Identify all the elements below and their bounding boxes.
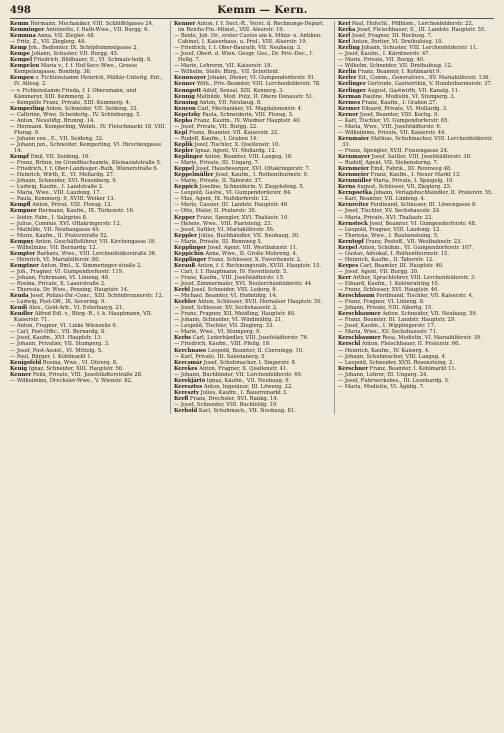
directory-entry: Kerpes Carl, Beamter, III. Hauptstr. 40. <box>338 262 444 269</box>
entry-surname: Kennwayer <box>174 75 207 82</box>
entry-surname: Keppler <box>174 232 197 239</box>
directory-entry: — Leopold, Schneider, XVII. Rosensteing. 2. <box>338 359 454 366</box>
directory-entry: — Josef, Zimmermaler, XVI. Neulerchenfelderstr. 44. <box>174 281 313 288</box>
directory-entry: Kempf Emil, VII. Seideng. 16. <box>10 154 91 161</box>
entry-surname: Kemptner <box>10 262 40 269</box>
entry-surname: Kempe <box>10 51 31 58</box>
directory-entry: Kerl Paul, Hofschl., Pfdhlsm., Lerchenfelderstr. 22. <box>338 21 474 27</box>
entry-surname: Kerl <box>338 33 351 40</box>
entry-surname: Kemminger <box>10 27 45 34</box>
directory-entry: — Eduard, Kaufm., I. Kolowratring 10. <box>338 281 440 288</box>
directory-entry: Kerl Anton, Portier, VI. Dreihufeisg. 10. <box>338 39 444 46</box>
directory-entry: — Leopold, Tischler, VII. Zieglerg. 33. <box>174 323 275 330</box>
directory-entry: Kerchnawe Leopold, Beamter, II. Czerningg. 10. <box>174 347 304 354</box>
column-middle <box>170 21 330 414</box>
entry-surname: Kerlin <box>338 69 357 76</box>
entry-surname: Kerchnawe <box>174 347 207 354</box>
directory-entry: — Maria, Wwe., XV. Sechshausstr. 71. <box>338 329 438 336</box>
directory-entry: Kerfl Franz, Drechsler, XVI. Rankg. 14. <box>174 395 279 402</box>
directory-entry: — Franz, Fragner, VI. Linieng. 8. <box>338 299 425 306</box>
directory-entry: Kemm Hermann, Mechaniker, VIII. Schlöffelgasse 24. <box>10 21 154 27</box>
directory-entry: — Theresia, Dr. Wwe., Penzing, Hauptstr. 14. <box>10 287 129 294</box>
entry-surname: Kempfl <box>10 202 31 209</box>
directory-entry: — Paul, Bürger, I. Kohlmarkt 1. <box>10 353 93 360</box>
entry-surname: Keresztes <box>174 383 203 390</box>
entry-surname: Kemm <box>10 21 29 27</box>
directory-entry: — Mathilde, VII. Neubaugasse 44. <box>10 226 101 233</box>
directory-entry: — Maria, Modistin, VI. Ägidig. 7. <box>338 383 425 390</box>
column-right <box>334 21 494 414</box>
directory-entry: — Isidor, Fabr., I. Salzgries 8. <box>10 214 88 221</box>
directory-entry: Kerbler Anton, Schlosser, XVII. Hernalser Hauptstr. 50. <box>174 299 323 306</box>
entry-surname: Kempter <box>10 250 36 257</box>
directory-entry: — Heinrich, Wirth, E., VI. Mollardg. 27. <box>10 172 115 179</box>
entry-surname: Kenner <box>10 371 32 378</box>
directory-entry: — Josef, Sattler, VI. Mariahilferstr. 56. <box>174 226 275 233</box>
entry-columns <box>10 21 494 414</box>
directory-entry: Kerschl Anton, Fleischhauer, II. Praterstr. 66. <box>338 341 461 348</box>
entry-surname: Kermes <box>338 99 361 106</box>
directory-entry: — Josef, Kaufm., XVI. Hauptstr. 13. <box>10 335 103 342</box>
directory-entry: Kenngott Adolf, Sensal, XIII. Kennerg. 3. <box>174 87 285 94</box>
entry-surname: Kerpel <box>338 244 358 251</box>
directory-entry: — Karl, Private, III. Salesianerg. 5. <box>174 353 267 360</box>
directory-entry: Kerekjártó Ignaz, Kaufm., VII. Neubaug. 9. <box>174 377 291 384</box>
directory-entry: Kempter Barbara, Wwe., VIII. Lerchenfelderstraße 36. <box>10 250 157 257</box>
entry-surname: Kerauß <box>174 262 196 269</box>
directory-entry: Kendi Alex., Gold-Arb., VI. Esterhazyg. 21. <box>10 305 124 312</box>
entry-surname: Kemmna <box>10 33 36 40</box>
entry-surname: Kernmeier <box>338 172 369 179</box>
entry-surname: Kernreiter <box>338 202 369 209</box>
directory-entry: Kernreiter Ferdinand, Schlosser, III. Löwengasse 8. <box>338 202 477 209</box>
directory-entry: Kernpoetka Johann, Verlagsbuchhändler, II. Praterstr. 55. <box>338 190 494 197</box>
entry-surname: Kerschl <box>338 341 361 348</box>
directory-entry: Kerler Ed., Comm., Generalvers., XV. Mariahilferstr. 136. <box>338 75 491 82</box>
directory-entry: — Paula, Kemmerg. 9, XVIII. Weiker 13. <box>10 196 116 203</box>
entry-surname: Kerling <box>338 45 360 52</box>
directory-entry: — Josef, Oberl. d. Wien. Geogr. Ges., Dr. Priv.-Doc., I. Heßg. 7. <box>174 51 314 64</box>
entry-surname: Kendler <box>10 311 34 318</box>
entry-surname: Kepler <box>174 147 194 154</box>
directory-entry: — Friedrich, f. f. Ober-Baurath, VII. Neubaug. 3. <box>174 45 302 52</box>
entry-surname: Kennig <box>174 93 195 100</box>
page-header <box>10 4 494 19</box>
entry-surname: Kerns <box>338 184 356 191</box>
directory-entry: Kenigsfeld Rosina, Wwe., VI. Dürerg. 8. <box>10 359 118 366</box>
directory-entry: Kepler Ignaz, Agent, VI. Mollardg. 12. <box>174 147 277 154</box>
entry-surname: Kempf <box>10 154 30 161</box>
directory-entry: Kemptner Anton, Bmt., X. Simmeringer-straße 2. <box>10 262 143 269</box>
directory-entry: Kereszty Julius, Kaufm., I. Bauernmarkt 3. <box>174 389 288 396</box>
entry-surname: Kernmeier <box>338 166 369 173</box>
directory-entry: — Anton, Fragner, VI. Linke Wienzeile 6. <box>10 323 118 330</box>
entry-surname: Kernmüller <box>338 178 372 185</box>
entry-surname: Kerekjártó <box>174 377 206 384</box>
directory-entry: — Carl, Post-Offic., VII. Bernardg. 8. <box>10 329 106 336</box>
directory-entry: — Hermann, Kemperling, Weinh., IV. Fleischmarkt 18, VIII. Florag. 9. <box>10 123 166 136</box>
directory-entry: — Cathrine, Wwe. Scheiderlg., IV. Schönburgg. 5. <box>10 111 142 118</box>
entry-surname: Kerschbaumer <box>338 311 381 318</box>
directory-entry: — Ludwig, Post-Off., IX. Severing. 9. <box>10 299 106 306</box>
directory-entry: — Marie, Private, II. Taborstr. 37. <box>174 178 263 185</box>
directory-entry: Keppfinger Josef, Agent, VII. Westbahnstr. 11. <box>174 244 298 251</box>
directory-entry: Keppich Josefine, Schneiderin, V. Ziegelofeng. 5. <box>174 184 305 191</box>
directory-entry: — Karl, Tischler, VI. Gumpendorferstr. 65. <box>338 117 450 124</box>
directory-entry: — Rosina, Private, X. Laaerstraße 2. <box>10 281 106 288</box>
directory-entry: — Beide, Joh. Dr., erster Custos am k. Münz- u. Antiken-Cabinet, I. Kaiserhaus, u. Prof., VIII. Alserstr. 19. <box>174 33 322 46</box>
entry-surname: Kempel <box>10 57 33 64</box>
directory-entry: Kerns August, Schlosser, VII. Zieglerg. 25. <box>338 184 452 191</box>
directory-entry: — Anton, Neustiftg. Brunng. 14. <box>10 117 95 124</box>
directory-entry: Kernmüller Maria, Private, I. Spiegelg. 10. <box>338 178 454 185</box>
directory-entry: — Johann sen., E., VII. Seideng. 32. <box>10 135 104 142</box>
directory-entry: — Heinrich, Kaufm., IV. Kaiserg. 4. <box>338 347 430 354</box>
entry-surname: Kercsmár <box>174 359 203 366</box>
directory-entry: Kempny Anton, Geschäftsführer, VII. Kirchengasse 18. <box>10 238 156 245</box>
directory-entry: Kerhold Karl, Schuhmach., VII. Neubaug. 81. <box>174 408 296 414</box>
directory-entry: Kepper Franz, Spengler, XVI. Thaliastr. 10. <box>174 214 290 221</box>
directory-entry: — Wilhelm, Stellv. Bürg., VII. Schottenf. <box>174 69 280 76</box>
directory-entry: Keppel Josef, Hausbesorger, XVI. Ottakringerstr. 7. <box>174 166 311 173</box>
directory-entry: Kempfl Anton, Privat, VIII. Florag. 12. <box>10 202 113 209</box>
directory-entry: Kerka Josef, Fleischhauer, E., III. Landstr. Hauptstr. 55. <box>338 27 486 34</box>
directory-entry: Kepl Franz, Beamter, VII. Kaiserstr. 32. <box>174 129 279 136</box>
directory-entry: Kerschner Franz, Beamter, I. Kohlmarkt 11. <box>338 365 457 372</box>
entry-surname: Kendi <box>10 305 28 312</box>
directory-entry: — Rudolf, Kaufm., I. Graben 14. <box>174 135 259 142</box>
entry-surname: Kemp <box>10 45 27 52</box>
directory-entry: Kenner Anton, f. f. Sect.-R., Vorst. d. Rechnungs-Depart. im Reichs-Fin.-Minist., VIII. Alserstr. 19. <box>174 21 325 34</box>
running-title: Kemm — Kern. <box>217 4 308 16</box>
directory-entry: Kernmeier Franz, Kaufm., I. Neuer Markt 13. <box>338 172 461 179</box>
entry-surname: Kempner <box>10 208 37 215</box>
entry-surname: Keplinger <box>174 154 203 161</box>
directory-entry: — Marie, Private, III. Rennweg 5. <box>174 238 263 245</box>
column-left <box>10 21 166 414</box>
entry-surname: Kerr <box>338 274 352 281</box>
entry-surname: Kerl <box>338 21 351 27</box>
directory-entry: — Joh., Fragner, VI. Gumpendorferstr. 119. <box>10 268 124 275</box>
directory-entry: — Maria, Wwe., VIII. Laudong. 17. <box>10 190 102 197</box>
directory-entry: — Friedrich, f. f. Ober-Landesger.-Rath, Wienerstraße 6. <box>10 166 159 173</box>
entry-surname: Kerschbaumer <box>338 335 381 342</box>
directory-entry: — Johann, Schneider, XVI. Rosenberg. 9. <box>10 178 118 185</box>
directory-entry: Kenner Wilh., Priv.-Beamter, VIII. Lerchenfelderstr. 78. <box>174 81 321 88</box>
entry-surname: Keppich <box>174 184 198 191</box>
directory-entry: Kerner Josef, Beamter, VIII. Kochg. 9. <box>338 111 439 118</box>
entry-surname: Kepplinger <box>174 256 207 263</box>
directory-entry: — Michael, Beamter, VI. Hofmühlg. 14. <box>174 293 278 300</box>
directory-entry: Kenner Felix, Private, VIII. Josefstädterstraße 28. <box>10 371 143 378</box>
entry-surname: Kerfl <box>174 395 189 402</box>
directory-entry: — Franz, Spengler, XVII. Frauengasse 24. <box>338 147 449 154</box>
directory-entry: Keresztes Anton, Ingenieur, III. Löweng. 22. <box>174 383 293 390</box>
entry-surname: Kepper <box>174 214 195 221</box>
directory-entry: — Karl, Beamter, VII. Lindeng. 4. <box>338 196 426 203</box>
directory-entry: Kenda Josef, Polizei-Dir.-Conc., XIII. Schönbrunnerstr. 12. <box>10 293 164 300</box>
directory-entry: Kernmayer Josef, Sattler, VIII. Josefstädterstr. 30. <box>338 154 472 161</box>
entry-surname: Kenngott <box>174 87 202 94</box>
directory-entry: Kerschbaumer Rosa, Modistin, VI. Mariahilferstr. 39. <box>338 335 482 342</box>
directory-entry: Kerl Josef, Fragner, III. Rochusg. 7. <box>338 33 433 40</box>
entry-surname: Kerler <box>338 75 357 82</box>
directory-entry: Kerpel Anton, Schuhm., VI. Gumpendorferstr. 107. <box>338 244 474 251</box>
entry-surname: Kempny <box>10 238 34 245</box>
entry-surname: Kerekes <box>174 365 198 372</box>
directory-entry: Kendler Alfred Edl. v., Bürg.-R., f. k. Hauptmann, VII. Kaiserstr. 71. <box>10 311 153 324</box>
directory-entry: — Josef, Schneider, VIII. Buchfeldg. 19. <box>174 401 278 408</box>
directory-entry: Kempe Johann, Schuster, VII. Burgg. 45. <box>10 51 119 58</box>
entry-surname: Kerbler <box>174 299 197 306</box>
directory-entry: — Heinrich, VI. Mariahilferstr. 80. <box>10 256 101 263</box>
directory-entry: Kemminger Antoinette, f. Rath-Wwe., VII. Burgg. 6. <box>10 27 150 34</box>
page-number: 498 <box>10 5 31 16</box>
directory-entry: Kerauß Anton, f. f. Rechnungsrath, XVIII. Hauptstr. 15. <box>174 262 322 269</box>
entry-surname: Keppfinger <box>174 244 207 251</box>
directory-entry: Keppler Julius, Buchhändler, VII. Neubaug. 30. <box>174 232 300 239</box>
entry-surname: Kemperling <box>10 105 45 112</box>
directory-entry: Kenyon Carl, Mechaniker, VI. Magdalenenstr. 4. <box>174 105 303 112</box>
directory-entry: Kerbl Josef, Schneider, VIII. Lederg. 9. <box>174 287 278 294</box>
entry-surname: Kerhold <box>174 408 198 414</box>
directory-entry: Kerlinger August, Gastwirth, VII. Kanalg. 11. <box>338 87 460 94</box>
directory-entry: Kernmeier Emil, Fabrik., III. Rennweg 48. <box>338 166 452 173</box>
directory-entry: Keppelmüller Josef, Kaufm., I. Rothenthurmstr. 9. <box>174 172 309 179</box>
directory-entry: — v. Fichtenstamm Frieda, f. f. Obersmann, und Kämmerer, XIII. Kemmerg. 2. <box>10 87 137 100</box>
entry-surname: Kermer <box>338 105 360 112</box>
directory-entry: Kemp Joh., Bedienter, IX. Schöpfsimmelgasse 2. <box>10 45 139 52</box>
entry-surname: Kerpes <box>338 262 359 269</box>
directory-entry: — Leopold, Gastw., VI. Gumpendorferstr. 84. <box>174 190 292 197</box>
directory-entry: — Marie, Lehrerin, VII. Kaiserstr. 18. <box>174 63 273 70</box>
entry-surname: Kerka <box>338 27 356 34</box>
directory-entry: — Wilhelmine, Drechsler-Wwe., V. Wienstr. 82. <box>10 377 133 384</box>
entry-surname: Kerntopf <box>338 238 364 245</box>
directory-entry: — Marie, Private, III. Ungarg. 7. <box>174 160 260 167</box>
entry-surname: Kenda <box>10 293 29 300</box>
directory-entry: — Johann, Buchbinder, VII. Lerchenfelderstr. 49. <box>174 371 303 378</box>
directory-entry: — Franz, Brünn. im Grundbuchsamte, Kleinasiatstraße 5. <box>10 160 162 167</box>
directory-entry: Kerntopf Franz, Postoff., VII. Westbahnstr. 23. <box>338 238 462 245</box>
directory-entry: Kercsmár Josef, Schuhmacher, I. Singerstr. 8. <box>174 359 297 366</box>
directory-entry: Kerlin Franz, Beamter, I. Kohlmarkt 9. <box>338 69 442 76</box>
directory-entry: Kerman Pauline, Modistin, VI. Stumperg. 3. <box>338 93 456 100</box>
directory-entry: — Friedrich, Kaufm., VIII. Pfeilg. 19. <box>174 341 271 348</box>
entry-surname: Keppichin <box>174 250 204 257</box>
entry-surname: Kernpoetka <box>338 190 372 197</box>
directory-entry: — Marie, Private, VII. Burgg. 40. <box>338 57 425 64</box>
directory-entry: Kerschbaum Ferdinand, Tischler, VII. Kaiserstr. 4. <box>338 293 474 300</box>
entry-surname: Kerbl <box>174 287 191 294</box>
entry-surname: Kenner <box>174 81 196 88</box>
entry-surname: Kenner <box>174 21 196 27</box>
directory-entry: — Franz, Kaufm., VIII. Josefstädterstr. 15. <box>174 274 285 281</box>
directory-entry: Kempel Friedrich, Bildhauer, E., VI. Schmalz-hofg. 8. <box>10 57 152 64</box>
directory-entry: Kempelen Maria v., f. f. Hof-Secr.-Wwe., Grosse Kempelengasse, Bondstg. 36. <box>10 63 138 76</box>
directory-entry: Kerling Johann, Schuster, VIII. Lerchenfelderstr. 11. <box>338 45 478 52</box>
directory-entry: — Franz, Fragner, XII. Meidling, Hauptstr. 60. <box>174 311 296 318</box>
entry-surname: Kerbs <box>174 335 191 342</box>
directory-entry: — Max, Agent, IX. Nußdorferstr. 12. <box>174 196 270 203</box>
directory-entry: — Johann, Schuhmacher, VIII. Langeg. 4. <box>338 353 447 360</box>
entry-surname: Kernmayer <box>338 154 371 161</box>
directory-entry: — Johann, Private, VIII. Albertg. 15. <box>338 305 433 312</box>
directory-entry: — Kempelle Franz, Private, XIII. Kemmerg. 4. <box>10 99 131 106</box>
directory-entry: Kempner Hermann, Kaufm., IX. Türkenstr. 16. <box>10 208 135 215</box>
directory-entry: — Maria, Wwe., VIII. Josefstädterstr. 6. <box>338 123 442 130</box>
directory-entry: — Johann, Fuhrmann, VI. Linieng. 48. <box>10 274 110 281</box>
directory-entry: Kernstock Josef, Beamter, VI. Gumpendorferstr. 48. <box>338 220 477 227</box>
directory-entry: — Franz, Schlosser, XVI. Hauptstr. 46. <box>338 287 439 294</box>
directory-entry: — Johann, Schneider, VI. Windmühlg. 21. <box>174 317 283 324</box>
directory-entry: Kennwayer Johann, Diener, VI. Gumpendorferstr. 91. <box>174 75 316 82</box>
directory-entry: Kerbs Carl, Lederhändler, VIII. Josefstädterstr. 76. <box>174 335 309 342</box>
directory-entry: — Johann jun., Schneider, Kemperling, VI. Hirschengasse 14. <box>10 141 162 154</box>
directory-entry: Kerr Arthur, Sprachlehrer, VIII. Lerchenfelderstr. 3. <box>338 274 476 281</box>
directory-entry: — Johann, Lehrer, III. Ungarg. 24. <box>338 371 428 378</box>
directory-entry: — Heinrich, Kaufm., II. Taborstr. 12. <box>338 256 434 263</box>
directory-entry: Kepetzky Paula, Schneiderin, VIII. Florag. 5. <box>174 111 294 118</box>
directory-entry: Kepka Franz, Kaufm., IV. Wiedner Hauptstr. 40. <box>174 117 302 124</box>
directory-entry: — Josef, Fuhrwerksbes., III. Leonhardg. 5. <box>338 377 450 384</box>
directory-entry: Kermes Franz, Kaufm., I. Graben 27. <box>338 99 438 106</box>
directory-entry: — Maria, Private, XVI. Thaliastr. 22. <box>338 214 434 221</box>
directory-entry: Kempen v. Fichtenstamm Heinrich, Militär-Unterlg. Ent., IV. Alleeg. 2. <box>10 75 163 88</box>
entry-surname: Keppel <box>174 166 195 173</box>
entry-surname: Kernmaier <box>338 135 370 142</box>
entry-surname: Kepetzky <box>174 111 201 118</box>
directory-entry: — Josef, Schlosser, XV. Sechshausstr. 2. <box>174 305 278 312</box>
entry-surname: Kerman <box>338 93 362 100</box>
entry-surname: Kereszty <box>174 389 200 396</box>
directory-entry: — Theresia, Wwe., I. Rauhensteing. 5. <box>338 232 439 239</box>
entry-surname: Keplik <box>174 141 193 148</box>
directory-entry: — Marie, Wwe., VI. Stumperg. 9. <box>174 329 261 336</box>
directory-entry: Kemmna Anna, VII. Ziegler. 48. <box>10 33 96 40</box>
entry-surname: Kempelen <box>10 63 40 70</box>
directory-entry: — Gustav, Advokat, I. Rothenthurmstr. 15. <box>338 250 450 257</box>
entry-surname: Kerlinger <box>338 87 366 94</box>
entry-surname: Kepka <box>174 117 193 124</box>
directory-entry: — Wilhelm, Schneider, VII. Dreihufeisg. 12. <box>338 63 453 70</box>
entry-surname: Kerschner <box>338 365 369 372</box>
entry-surname: Kerlinger <box>338 81 366 88</box>
directory-entry: — Carl, f. f. Hauptmann, IV. Favoritenstr. 5. <box>174 268 288 275</box>
directory-entry: — Josef, Kaufm., I. Kärntnerstr. 47. <box>338 51 431 58</box>
entry-surname: Kenyon <box>174 105 196 112</box>
entry-surname: Kerner <box>338 111 359 118</box>
directory-entry: — Josef, Agent, VII. Burgg. 30. <box>338 268 419 275</box>
directory-entry: Kerschbaumer Anton, Schneider, VII. Neubaug. 59. <box>338 311 478 318</box>
directory-entry: — Julius, Commis, XVI. Ottakringerstr. 12. <box>10 220 122 227</box>
directory-entry: Kenig Ignaz, Schneider, XIII. Hauptstr. 56. <box>10 365 124 372</box>
directory-entry: — Rudolf, Agent, VII. Siebensterng. 7. <box>338 160 439 167</box>
directory-entry: Kerlinger Gertrude, Gastwirthin, V. Hundsthurmerstr. 37. <box>338 81 493 88</box>
entry-surname: Kernstock <box>338 220 368 227</box>
directory-entry: Keplik Josef, Tischler, X. Quellenstr. 10. <box>174 141 281 148</box>
directory-entry: Keppichin Anna, Wwe., II. Große Mohreng. 4. <box>174 250 298 257</box>
directory-entry: — Johann, Privatier, VII. Stumperg. 3. <box>10 341 110 348</box>
directory-entry: — Fritz, Z., VII. Zieglerg. 48. <box>10 39 87 46</box>
entry-surname: Kempen <box>10 75 34 82</box>
directory-entry: — Moriz, Kaufm., II. Praterstraße 52. <box>10 232 109 239</box>
directory-entry: — Moriz, Cassier, III. Landstr. Hauptstr. 46. <box>174 202 289 209</box>
entry-surname: Keppelmüller <box>174 172 214 179</box>
directory-entry: — Josef, Tischler, XV. Sechshausstr. 24. <box>338 208 441 215</box>
entry-surname: Kerschbaum <box>338 293 375 300</box>
directory-entry: — Wilhelmine, VII. Bernardg. 12. <box>10 244 98 251</box>
directory-entry: — Ludwig, Kaufm., I. Landstraße 2. <box>10 184 104 191</box>
directory-entry: — Helene, Wwe., VIII. Piaristeng. 23. <box>174 220 273 227</box>
directory-entry: — Josef, Private, VII. Burgg. 22. <box>174 123 258 130</box>
directory-entry: — Leopold, Fragner, VIII. Laudong. 12. <box>338 226 442 233</box>
directory-entry: Kensing Anton, VII. Neubaug. 8. <box>174 99 262 106</box>
directory-entry: — Josef, Kaufm., I. Wipplingerstr. 17. <box>338 323 436 330</box>
directory-entry: Keplinger Anton, Beamter, VIII. Langeg. 18. <box>174 154 293 161</box>
directory-entry: Kermer Eduard, Private, VI. Mollardg. 3. <box>338 105 448 112</box>
entry-surname: Kerl <box>338 39 351 46</box>
directory-entry: Kerekes Anton, Fragner, X. Quellenstr. 41. <box>174 365 288 372</box>
directory-entry: Kemperling Anton, Schneider, VII. Seideng. 32. <box>10 105 139 112</box>
directory-entry: Kernmaier Mathias, Schuhmacher, VIII. Lerchenfelderstr. 33. <box>338 135 493 148</box>
entry-surname: Kepl <box>174 129 188 136</box>
directory-entry: — Josef, Post-Assist., VI. Mittelg. 5. <box>10 347 103 354</box>
directory-entry: — Franz, Beamter, III. Landstr. Hauptstr. 29. <box>338 317 456 324</box>
directory-entry: — Wilhelmine, Private, VII. Kaiserstr. 44. <box>338 129 447 136</box>
directory-entry: — Otto, Maler, II. Praterstr. 30. <box>174 208 257 215</box>
entry-surname: Kenig <box>10 365 28 372</box>
directory-entry: Kepplinger Franz, Schlosser, X. Favoritenstr. 2. <box>174 256 302 263</box>
entry-surname: Kenigsfeld <box>10 359 42 366</box>
directory-entry: Kennig Mathilde, Mod. Putz, II. Obere Donaustr. 51. <box>174 93 314 100</box>
entry-surname: Kensing <box>174 99 198 106</box>
